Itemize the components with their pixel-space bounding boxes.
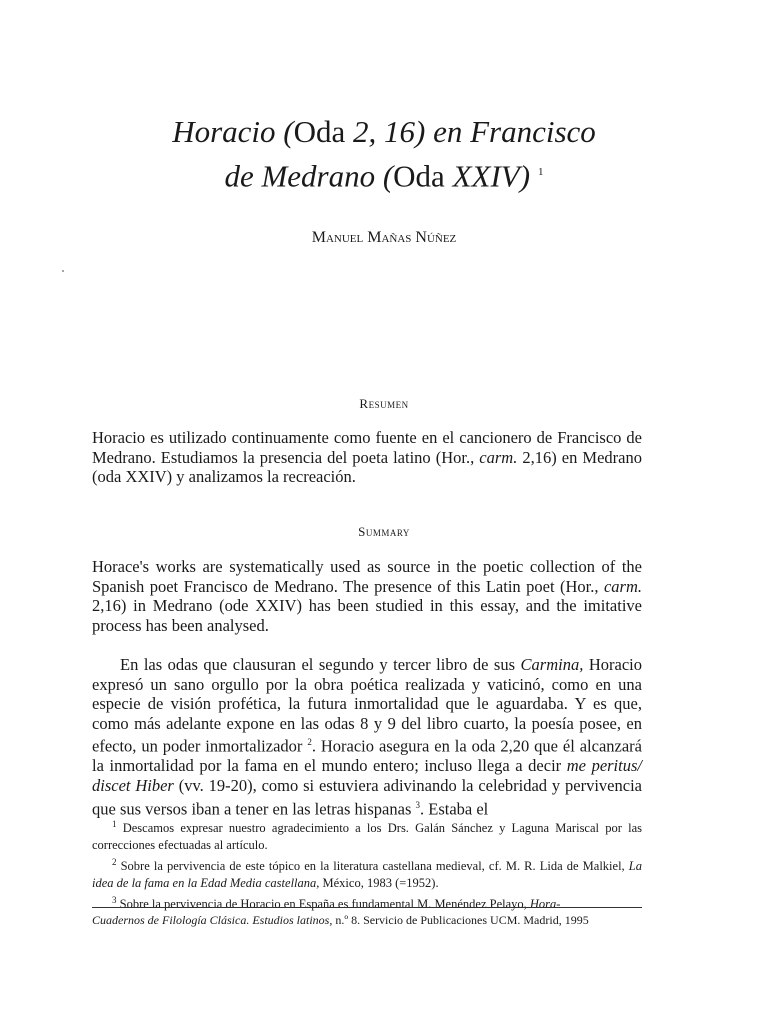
footnote-ref-2: 2 xyxy=(307,737,312,748)
footnote-ref-3: 3 xyxy=(415,799,420,810)
footnote-1: $^1$ Descamos expresar nuestro agradecimiento a los Drs. Galán Sánchez y Laguna Mariscal por las correcciones efectuadas al artículo. xyxy=(92,819,642,853)
footnote-3: $^3$ Sobre la pervivencia de Horacio en España es fundamental M. Menéndez Pelayo, Hora- xyxy=(112,895,561,912)
article-title xyxy=(100,112,668,196)
summary-heading: Summary xyxy=(358,524,410,539)
footnote-2: $^2$ Sobre la pervivencia de este tópico en la literatura castellana medieval, cf. M. R. Lida de Malkiel, La idea de la fama en la Edad Media castellana, México, 1983 (=1952). xyxy=(92,857,642,891)
title-footnote-ref: 1 xyxy=(538,166,544,178)
footer-rule xyxy=(92,907,642,908)
title-line-1: Horacio (Oda 2, 16) en Francisco xyxy=(172,114,596,149)
resumen-heading: Resumen xyxy=(359,396,409,411)
journal-footer: Cuadernos de Filología Clásica. Estudios latinos, n.º 8. Servicio de Publicaciones UCM. Madrid, 1995 xyxy=(92,913,589,927)
footnotes xyxy=(92,816,642,913)
body-paragraph: En las odas que clausuran el segundo y tercer libro de sus Carmina, Horacio expresó un sano orgullo por la obra poética realizada y vaticinó, como en una especie de visión profética, la futura inmortalidad que le aguardaba. Y es que, como más adelante expone en las odas 8 y 9 del libro cuarto, la poesía posee, en efecto, un poder inmortalizador $^2$. Horacio asegura en la oda 2,20 que él alcanzará la inmortalidad por la fama en el mundo entero; incluso llega a decir me peritus/ discet Hiber (vv. 19-20), como si estuviera adivinando la celebridad y pervivencia que sus versos iban a tener en las letras hispanas $^3$. Estaba el xyxy=(92,655,642,819)
title-line-2: de Medrano (Oda XXIV) $^1$ xyxy=(224,158,544,194)
author-name: Manuel Mañas Núñez xyxy=(311,229,457,246)
summary-text: Horace's works are systematically used as source in the poetic collection of the Spanish poet Francisco de Medrano. The presence of this Latin poet (Hor., carm. 2,16) in Medrano (ode XXIV) has been studied in this essay, and the imitative process has been analysed. xyxy=(92,557,642,635)
resumen-text: Horacio es utilizado continuamente como fuente en el cancionero de Francisco de Medrano. Estudiamos la presencia del poeta latino (Hor., carm. 2,16) en Medrano (oda XXIV) y analizamos la recreación. xyxy=(92,428,642,487)
scan-speck xyxy=(62,270,64,272)
